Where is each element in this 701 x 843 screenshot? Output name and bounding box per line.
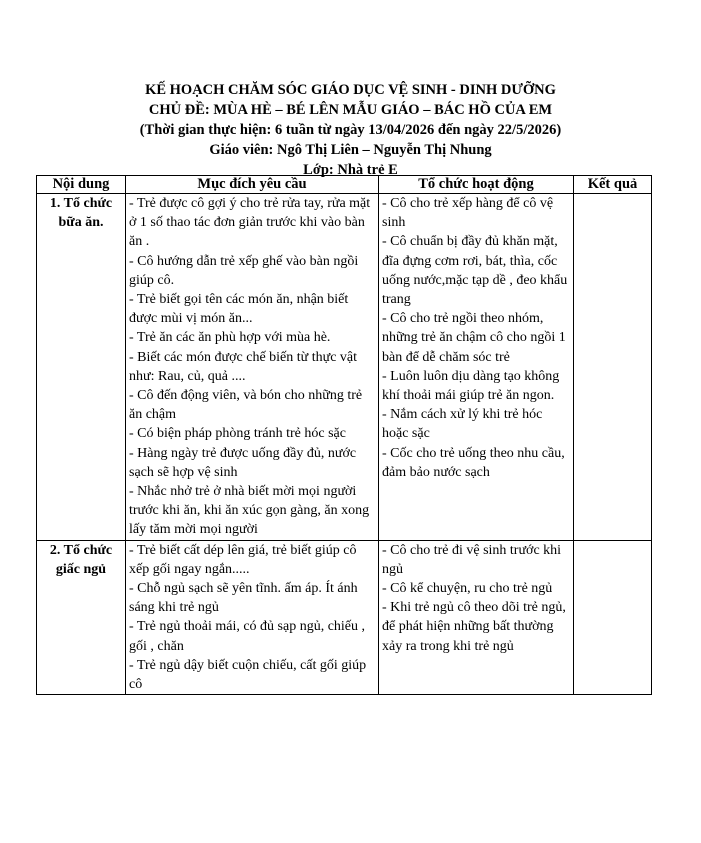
- activity-item: - Luôn luôn dịu dàng tạo không khí thoải mái giúp trẻ ăn ngon.: [382, 368, 560, 404]
- activity-item: - Cô cho trẻ xếp hàng để cô vệ sinh: [382, 196, 554, 231]
- document-class: Lớp: Nhà trẻ E: [303, 162, 398, 178]
- row-result-cell: [574, 540, 652, 695]
- activity-item: - Cô chuẩn bị đầy đủ khăn mặt, đĩa đựng cơm rơi, bát, thìa, cốc uống nước,mặc tạp dề , đeo khẩu trang: [382, 234, 568, 308]
- table-row: [37, 194, 652, 541]
- purpose-item: - Có biện pháp phòng tránh trẻ hóc sặc: [129, 426, 346, 442]
- purpose-item: - Trẻ ngủ thoải mái, có đủ sạp ngủ, chiếu , gối , chăn: [129, 619, 366, 654]
- document-theme: CHỦ ĐỀ: MÙA HÈ – BÉ LÊN MẪU GIÁO – BÁC HỒ CỦA EM: [148, 102, 553, 118]
- column-header-activities: Tổ chức hoạt động: [379, 176, 574, 194]
- activity-item: - Cô kể chuyện, ru cho trẻ ngủ: [382, 581, 553, 597]
- activity-item: - Nắm cách xử lý khi trẻ hóc hoặc sặc: [382, 407, 543, 442]
- purpose-item: - Trẻ được cô gợi ý cho trẻ rửa tay, rửa mặt ở 1 số thao tác đơn giản trước khi vào bàn ăn .: [129, 196, 371, 250]
- document-title: KẾ HOẠCH CHĂM SÓC GIÁO DỤC VỆ SINH - DINH DƯỠNG: [145, 82, 556, 98]
- row-category: 2. Tổ chức giấc ngủ: [37, 540, 126, 695]
- activity-item: - Cốc cho trẻ uống theo nhu cầu, đảm bảo nước sạch: [382, 445, 565, 480]
- activity-item: - Cô cho trẻ đi vệ sinh trước khi ngủ: [382, 542, 562, 577]
- document-teacher: Giáo viên: Ngô Thị Liên – Nguyễn Thị Nhung: [209, 142, 492, 158]
- purpose-item: - Trẻ ngủ dậy biết cuộn chiếu, cất gối giúp cô: [129, 657, 367, 693]
- purpose-item: - Trẻ biết cất dép lên giá, trẻ biết giúp cô xếp gối ngay ngắn.....: [129, 542, 357, 577]
- purpose-item: - Nhắc nhở trẻ ở nhà biết mời mọi người trước khi ăn, khi ăn xúc gọn gàng, ăn xong lấy tăm mời mọi người: [129, 484, 370, 538]
- purpose-item: - Biết các món được chế biến từ thực vật như: Rau, củ, quả ....: [129, 349, 358, 384]
- table-row: [37, 540, 652, 695]
- row-result-cell: [574, 194, 652, 541]
- purpose-item: - Cô hướng dẫn trẻ xếp ghế vào bàn ngồi giúp cô.: [129, 253, 359, 288]
- purpose-item: - Cô đến động viên, và bón cho những trẻ ăn chậm: [129, 388, 363, 423]
- column-header-result: Kết quả: [574, 176, 652, 194]
- document-period: (Thời gian thực hiện: 6 tuần từ ngày 13/04/2026 đến ngày 22/5/2026): [139, 122, 562, 138]
- table-header-row: [37, 176, 652, 194]
- activity-item: - Cô cho trẻ ngồi theo nhóm, những trẻ ăn chậm cô cho ngồi 1 bàn để dễ chăm sóc trẻ: [382, 311, 566, 365]
- row-purpose-cell: [126, 540, 379, 695]
- activity-item: - Khi trẻ ngủ cô theo dõi trẻ ngủ, để phát hiện những bất thường xảy ra trong khi trẻ ngủ: [382, 600, 566, 654]
- purpose-item: - Trẻ biết gọi tên các món ăn, nhận biết được mùi vị món ăn...: [129, 292, 349, 327]
- row-category: 1. Tổ chức bữa ăn.: [37, 194, 126, 541]
- row-activities-cell: [379, 540, 574, 695]
- purpose-item: - Chỗ ngủ sạch sẽ yên tĩnh. ấm áp. Ít ánh sáng khi trẻ ngủ: [129, 581, 358, 616]
- purpose-item: - Trẻ ăn các ăn phù hợp với mùa hè.: [129, 330, 331, 346]
- column-header-content: Nội dung: [37, 176, 126, 194]
- plan-table: [36, 175, 652, 695]
- column-header-purpose: Mục đích yêu cầu: [126, 176, 379, 194]
- row-activities-cell: [379, 194, 574, 541]
- purpose-item: - Hàng ngày trẻ được uống đầy đủ, nước sạch sẽ hợp vệ sinh: [129, 445, 357, 480]
- document-header: [0, 80, 701, 180]
- row-purpose-cell: [126, 194, 379, 541]
